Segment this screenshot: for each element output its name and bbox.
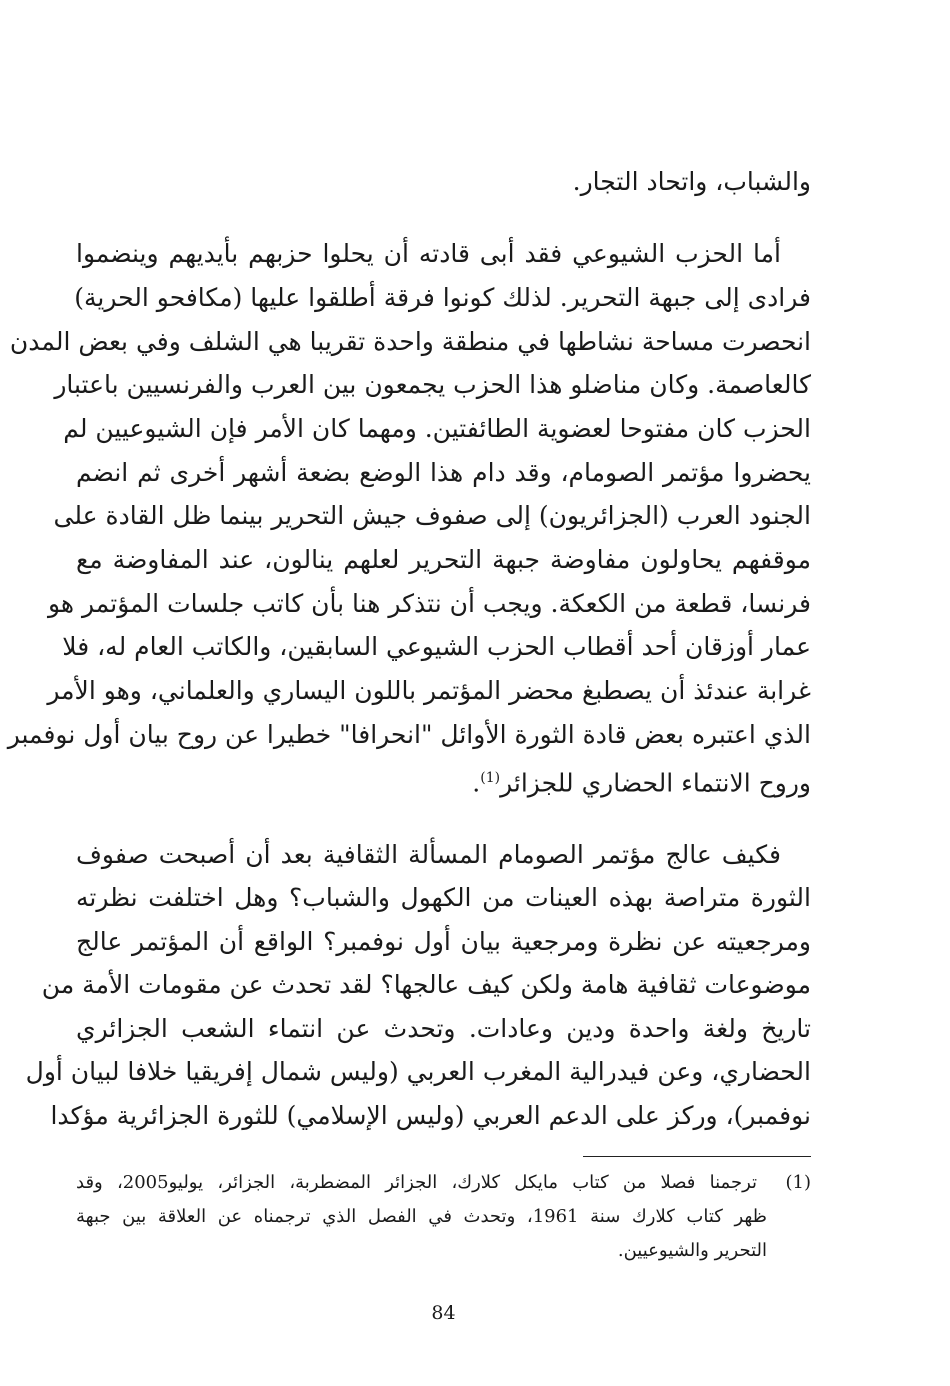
text-line: وروح الانتماء الحضاري للجزائر (500, 768, 811, 798)
footnote-divider (583, 1156, 811, 1157)
text-line: موقفهم يحاولون مفاوضة جبهة التحرير لعلهم ينالون، عند المفاوضة مع (76, 545, 812, 574)
text-line: غرابة عندئذ أن يصطبغ محضر المؤتمر باللون اليساري والعلماني، وهو الأمر (47, 676, 811, 705)
text-line: الحزب كان مفتوحا لعضوية الطائفتين. ومهما كان الأمر فإن الشيوعيين لم (63, 414, 811, 443)
text-line: كالعاصمة. وكان مناضلو هذا الحزب يجمعون بين العرب والفرنسيين باعتبار (54, 370, 811, 399)
footnote-reference[interactable]: (1) (480, 770, 501, 786)
text-line: الثورة متراصة بهذه العينات من الكهول والشباب؟ وهل اختلفت نظرته (76, 883, 811, 912)
text-line: ومرجعيته عن نظرة ومرجعية بيان أول نوفمبر؟ الواقع أن المؤتمر عالج (76, 927, 811, 956)
text-line: تاريخ ولغة واحدة ودين وعادات. وتحدث عن انتماء الشعب الجزائري (76, 1014, 811, 1043)
text-line: والشباب، واتحاد التجار. (572, 167, 811, 196)
footnote-marker: (1) (785, 1172, 811, 1193)
text-line: عمار أوزقان أحد أقطاب الحزب الشيوعي السابقين، والكاتب العام له، فلا (62, 632, 811, 661)
text-line: الحضاري، وعن فيدرالية المغرب العربي (وليس شمال إفريقيا خلافا لبيان أول (25, 1057, 811, 1086)
text-line: الجنود العرب (الجزائريون) إلى صفوف جيش التحرير بينما ظل القادة على (53, 501, 811, 530)
text-line: الذي اعتبره بعض قادة الثورة الأوائل "انحرافا" خطيرا عن روح بيان أول نوفمبر (7, 720, 811, 749)
book-page (7, 0, 812, 1386)
text-line: نوفمبر)، وركز على الدعم العربي (وليس الإسلامي) للثورة الجزائرية مؤكدا (50, 1101, 811, 1130)
text-line: انحصرت مساحة نشاطها في منطقة واحدة تقريبا هي الشلف وفي بعض المدن (9, 327, 811, 356)
text-line: يحضروا مؤتمر الصومام، وقد دام هذا الوضع بضعة أشهر أخرى ثم انضم (76, 458, 811, 487)
text-line: فكيف عالج مؤتمر الصومام المسألة الثقافية بعد أن أصبحت صفوف (76, 840, 781, 869)
footnote-line: ظهر كتاب كلارك سنة 1961، وتحدث في الفصل الذي ترجمناه عن العلاقة بين جبهة (76, 1206, 768, 1227)
footnote-text: ترجمنا فصلا من كتاب مايكل كلارك، الجزائر المضطربة، الجزائر، يوليو2005، وقد (76, 1172, 758, 1193)
page-number: 84 (431, 1302, 456, 1324)
end-punctuation: . (472, 768, 481, 798)
footnote-line (76, 1166, 811, 1200)
text-line: أما الحزب الشيوعي فقد أبى قادته أن يحلوا حزبهم بأيديهم وينضموا (76, 239, 781, 268)
text-line: فرنسا، قطعة من الكعكة. ويجب أن نتذكر هنا بأن كاتب جلسات المؤتمر هو (47, 589, 811, 618)
text-line-last (472, 756, 811, 805)
footnote-line: التحرير والشيوعيين. (617, 1240, 767, 1261)
text-line: فرادى إلى جبهة التحرير. لذلك كونوا فرقة أطلقوا عليها (مكافحو الحرية) (74, 283, 811, 312)
text-line: موضوعات ثقافية هامة ولكن كيف عالجها؟ لقد تحدث عن مقومات الأمة من (41, 970, 811, 999)
